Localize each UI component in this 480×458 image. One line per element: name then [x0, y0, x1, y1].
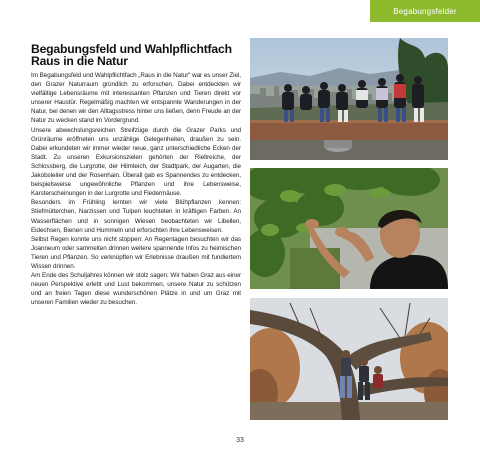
paragraph-1: Im Begabungsfeld und Wahlpflichtfach „Raus in die Natur“ war es unser Ziel, den Grazer Naturraum gründlich zu erforschen. Dabei entdeckten wir vielfältige Lebensräume mit interessanten Pflanzen und Tieren direkt vor unserer Haustür. Regelmäßig machten wir entspannte Wanderungen in der Natur, bei denen wir den Alltagsstress hinter uns ließen, denn Freude an der Natur zu wecken stand im Vordergrund.	[31, 72, 241, 125]
heading-line-1: Begabungsfeld und Wahlpflichtfach	[31, 42, 232, 56]
paragraph-4: Selbst Regen konnte uns nicht stoppen: An Regentagen besuchten wir das Joanneum oder sammelten drinnen weitere spannende Infos zu heimischen Tieren und Pflanzen. So verknüpften wir Erlebnisse draußen mit fundiertem Wissen drinnen.	[31, 235, 241, 270]
heading-line-2: Raus in die Natur	[31, 54, 128, 68]
section-tab: Begabungsfelder	[370, 0, 480, 22]
group-photo-illustration	[250, 38, 448, 160]
paragraph-5: Am Ende des Schuljahres können wir stolz sagen: Wir haben Graz aus einer neuen Perspektive erlebt und Lust bekommen, unsere Natur zu schützen und an freien Tagen diese wunderschönen Plätze in und um Graz mit unseren Familien wieder zu besuchen.	[31, 272, 241, 307]
students-in-tree-photo	[250, 298, 448, 420]
students-in-tree-illustration	[250, 298, 448, 420]
article-heading	[31, 43, 246, 67]
group-photo-city-view	[250, 38, 448, 160]
paragraph-3: Besonders im Frühling lernten wir viele Blühpflanzen kennen: Stiefmütterchen, Narzissen und Tulpen leuchteten in kräftigen Farben. An Wasserflächen und in sonnigen Wiesen beobachteten wir Libellen, Eidechsen, Bienen und Hummeln und erforschten ihre Lebensweisen.	[31, 199, 241, 234]
boy-with-leaves-illustration	[250, 168, 448, 289]
page-number: 33	[236, 437, 244, 444]
article-body	[31, 71, 241, 307]
boy-with-leaves-photo	[250, 168, 448, 289]
paragraph-2: Unsere abwechslungsreichen Streifzüge durch die Grazer Parks und Grünräume eröffneten uns unzählige Gelegenheiten, draußen zu sein. Dabei erkundeten wir immer wieder neue, ganz unterschiedliche Ecken der Stadt. Zu unseren Exkursionszielen gehörten der Rieltreiche, der Schlossberg, die Lurgrotte, der Hilmteich, der Stadtpark, der Augarten, die Jakobsleiter und der Rosenhain. Überall gab es Spannendes zu entdecken, beispielsweise ungewöhnliche Pflanzen und ihre Lebensweise, Karsterscheinungen in der Lurgrotte und Fledermäuse.	[31, 126, 241, 198]
